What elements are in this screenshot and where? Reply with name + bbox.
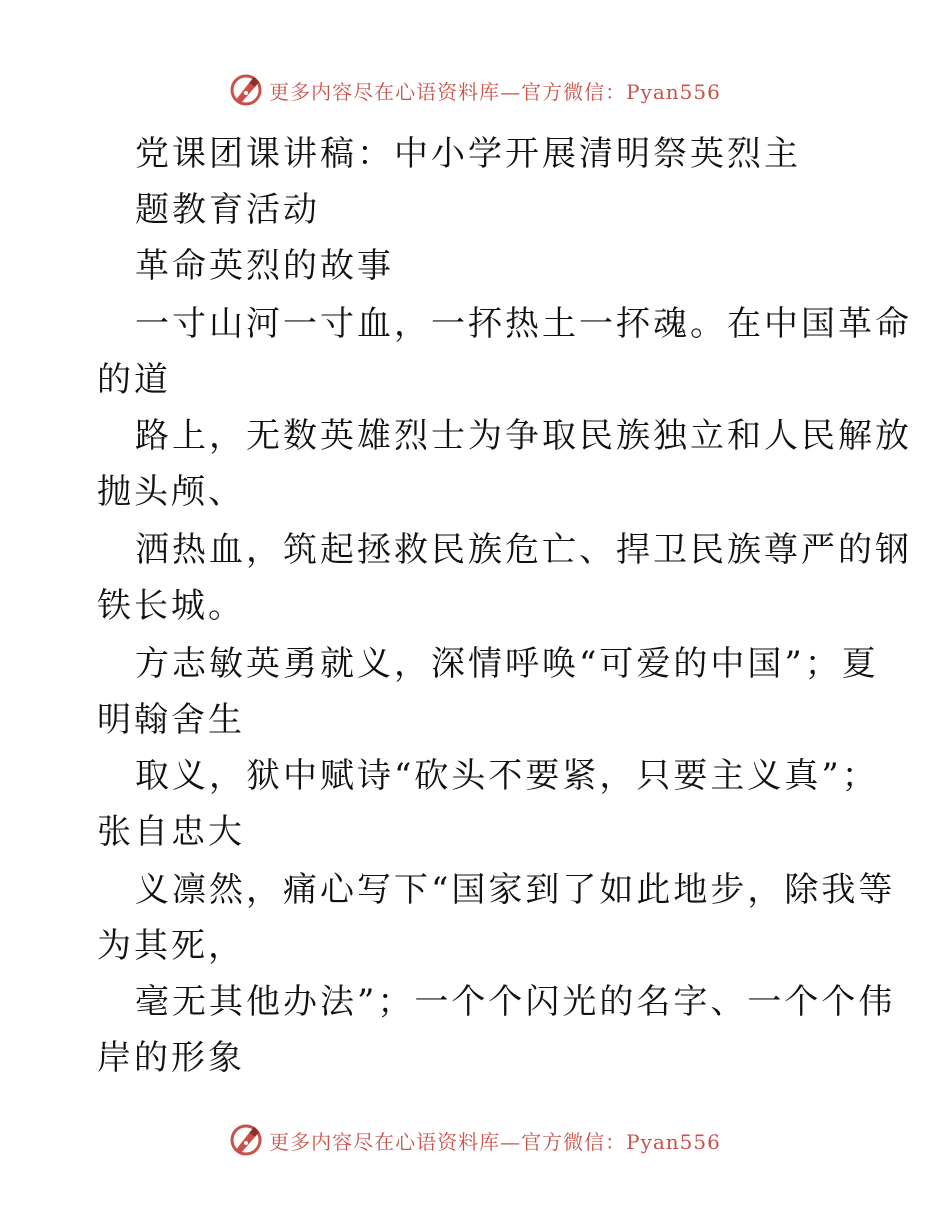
header-banner <box>0 70 950 110</box>
paragraph-line: 明翰舍生 <box>97 700 245 740</box>
pen-nib-logo-icon <box>229 73 263 107</box>
footer-banner <box>0 1120 950 1160</box>
paragraph-line: 抛头颅、 <box>97 472 245 512</box>
footer-banner-text: 更多内容尽在心语资料库—官方微信：Pyan556 <box>269 1129 721 1154</box>
paragraph-line: 义凛然，痛心写下“国家到了如此地步，除我等 <box>135 870 896 910</box>
document-title-line-1: 党课团课讲稿：中小学开展清明祭英烈主 <box>135 134 801 174</box>
paragraph-line: 方志敏英勇就义，深情呼唤“可爱的中国”；夏 <box>135 644 879 684</box>
paragraph-line: 岸的形象 <box>97 1038 245 1078</box>
header-banner-text: 更多内容尽在心语资料库—官方微信：Pyan556 <box>269 79 721 104</box>
paragraph-line: 的道 <box>97 360 171 400</box>
paragraph-line: 一寸山河一寸血，一抔热土一抔魂。在中国革命 <box>135 304 912 344</box>
pen-nib-logo-icon <box>229 1123 263 1157</box>
paragraph-line: 路上，无数英雄烈士为争取民族独立和人民解放 <box>135 416 912 456</box>
document-subtitle: 革命英烈的故事 <box>135 246 394 286</box>
paragraph-line: 洒热血，筑起拯救民族危亡、捍卫民族尊严的钢 <box>135 530 912 570</box>
paragraph-line: 毫无其他办法”；一个个闪光的名字、一个个伟 <box>135 982 896 1022</box>
paragraph-line: 取义，狱中赋诗“砍头不要紧，只要主义真”； <box>135 756 879 796</box>
document-title-line-2: 题教育活动 <box>135 190 320 230</box>
paragraph-line: 铁长城。 <box>97 586 245 626</box>
paragraph-line: 为其死， <box>97 926 245 966</box>
paragraph-line: 张自忠大 <box>97 812 245 852</box>
